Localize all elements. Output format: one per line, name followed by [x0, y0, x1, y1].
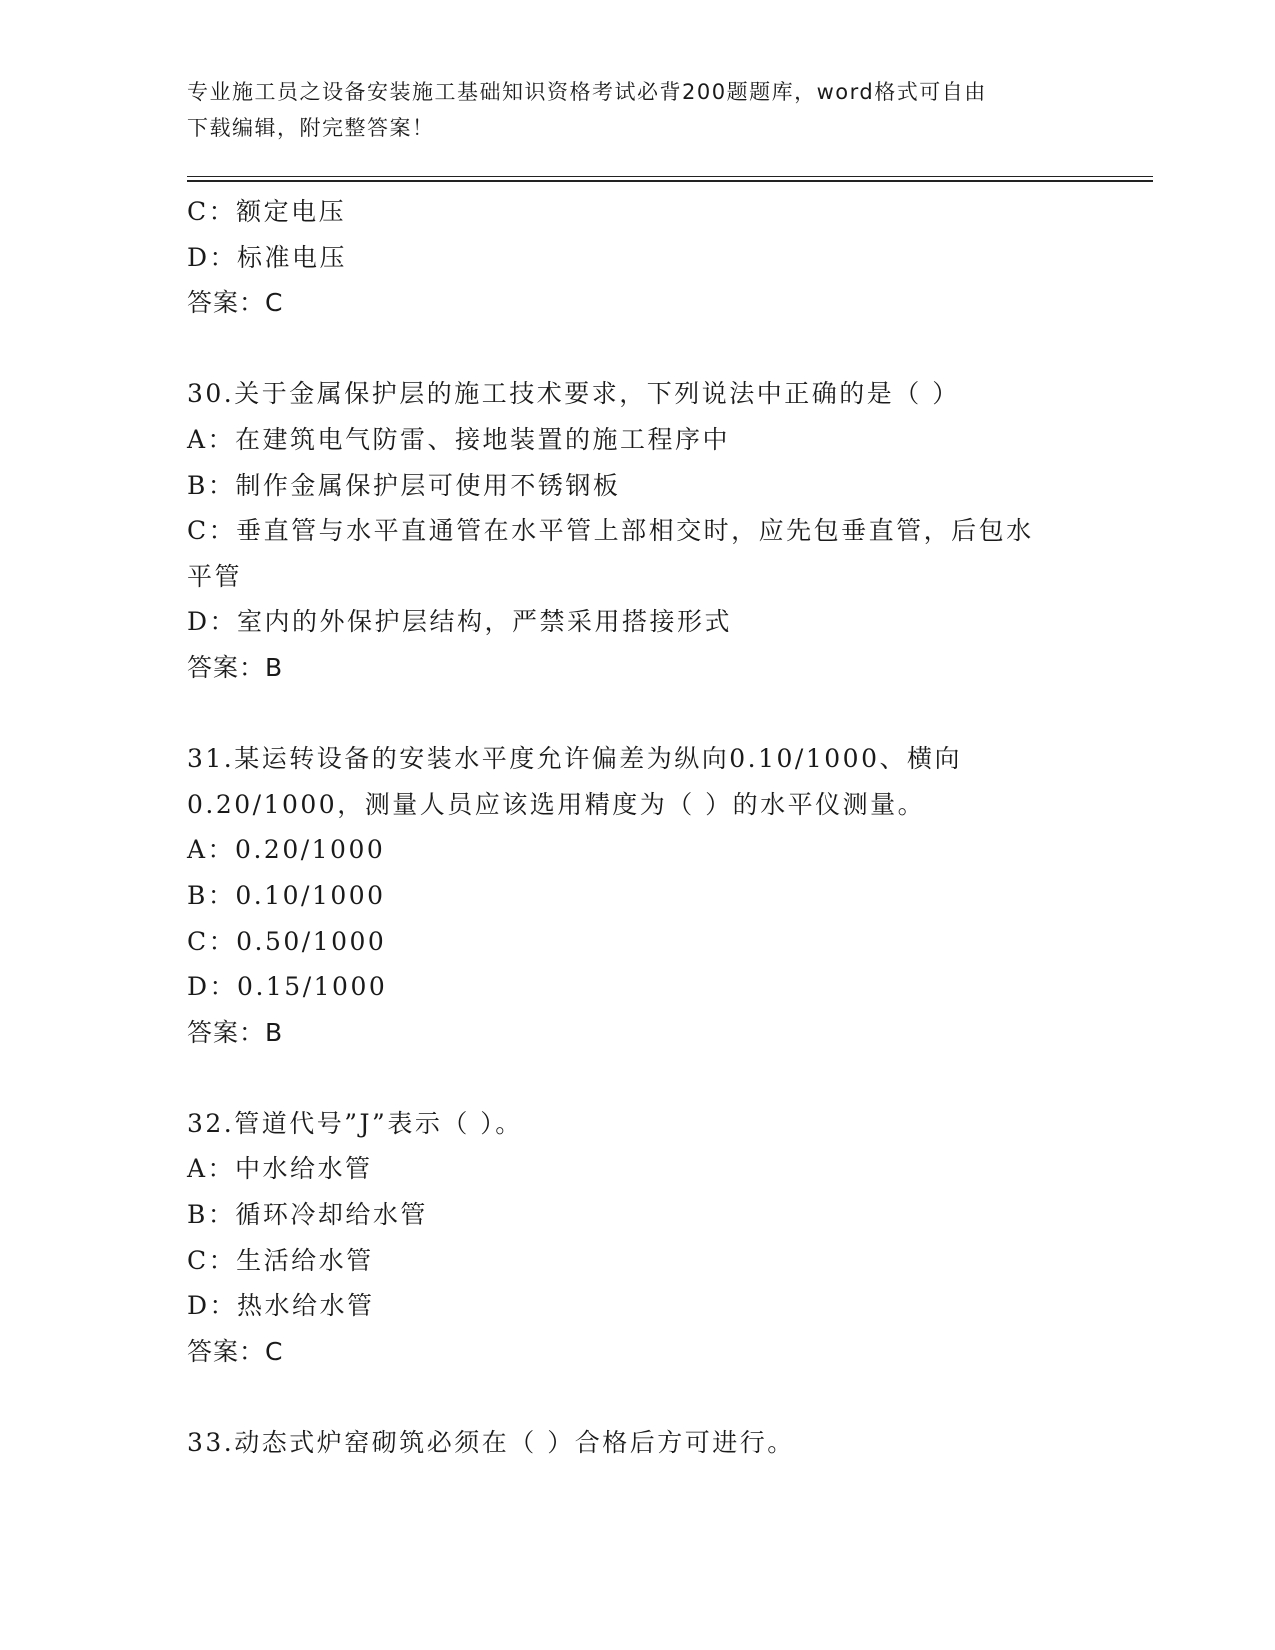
- q31-option-b: B：0.10/1000: [187, 880, 386, 910]
- spacer: [187, 1374, 1087, 1420]
- spacer: [187, 1055, 1087, 1101]
- q31-option-a: A：0.20/1000: [187, 835, 386, 865]
- q32-option-d: D：热水给水管: [187, 1291, 375, 1321]
- q30-option-c: C：垂直管与水平直通管在水平管上部相交时，应先包垂直管，后包水: [187, 516, 1034, 546]
- q32-answer: 答案：C: [187, 1336, 284, 1366]
- q29-option-d: D：标准电压: [187, 242, 348, 272]
- header-rule-thick: [187, 180, 1153, 182]
- question-content: [187, 189, 1087, 1466]
- spacer: [187, 691, 1087, 737]
- q31-option-c: C：0.50/1000: [187, 926, 387, 956]
- document-header: [187, 74, 1087, 146]
- header-line-1: 专业施工员之设备安装施工基础知识资格考试必背200题题库，word格式可自由: [187, 80, 987, 104]
- header-line-2: 下载编辑，附完整答案！: [187, 116, 435, 140]
- q30-option-d: D：室内的外保护层结构，严禁采用搭接形式: [187, 607, 733, 637]
- q29-answer: 答案：C: [187, 288, 284, 318]
- q30-option-a: A：在建筑电气防雷、接地装置的施工程序中: [187, 424, 731, 454]
- q32-option-c: C：生活给水管: [187, 1245, 374, 1275]
- q30-option-b: B：制作金属保护层可使用不锈钢板: [187, 470, 621, 500]
- q30-question: 30.关于金属保护层的施工技术要求，下列说法中正确的是（ ）: [187, 379, 960, 409]
- q31-question-line-1: 31.某运转设备的安装水平度允许偏差为纵向0.10/1000、横向: [187, 744, 962, 774]
- q32-question: 32.管道代号”J”表示（ ）。: [187, 1108, 523, 1138]
- q31-question-line-2: 0.20/1000，测量人员应该选用精度为（ ）的水平仪测量。: [187, 789, 926, 819]
- q32-option-b: B：循环冷却给水管: [187, 1200, 428, 1230]
- q31-answer: 答案：B: [187, 1017, 284, 1047]
- q31-option-d: D：0.15/1000: [187, 972, 388, 1002]
- spacer: [187, 326, 1087, 372]
- q32-option-a: A：中水给水管: [187, 1154, 373, 1184]
- q30-answer: 答案：B: [187, 652, 284, 682]
- q30-option-c-continued: 平管: [187, 561, 243, 591]
- q33-question: 33.动态式炉窑砌筑必须在（ ）合格后方可进行。: [187, 1428, 795, 1458]
- header-rule-thin: [187, 176, 1153, 177]
- q29-option-c: C：额定电压: [187, 197, 347, 226]
